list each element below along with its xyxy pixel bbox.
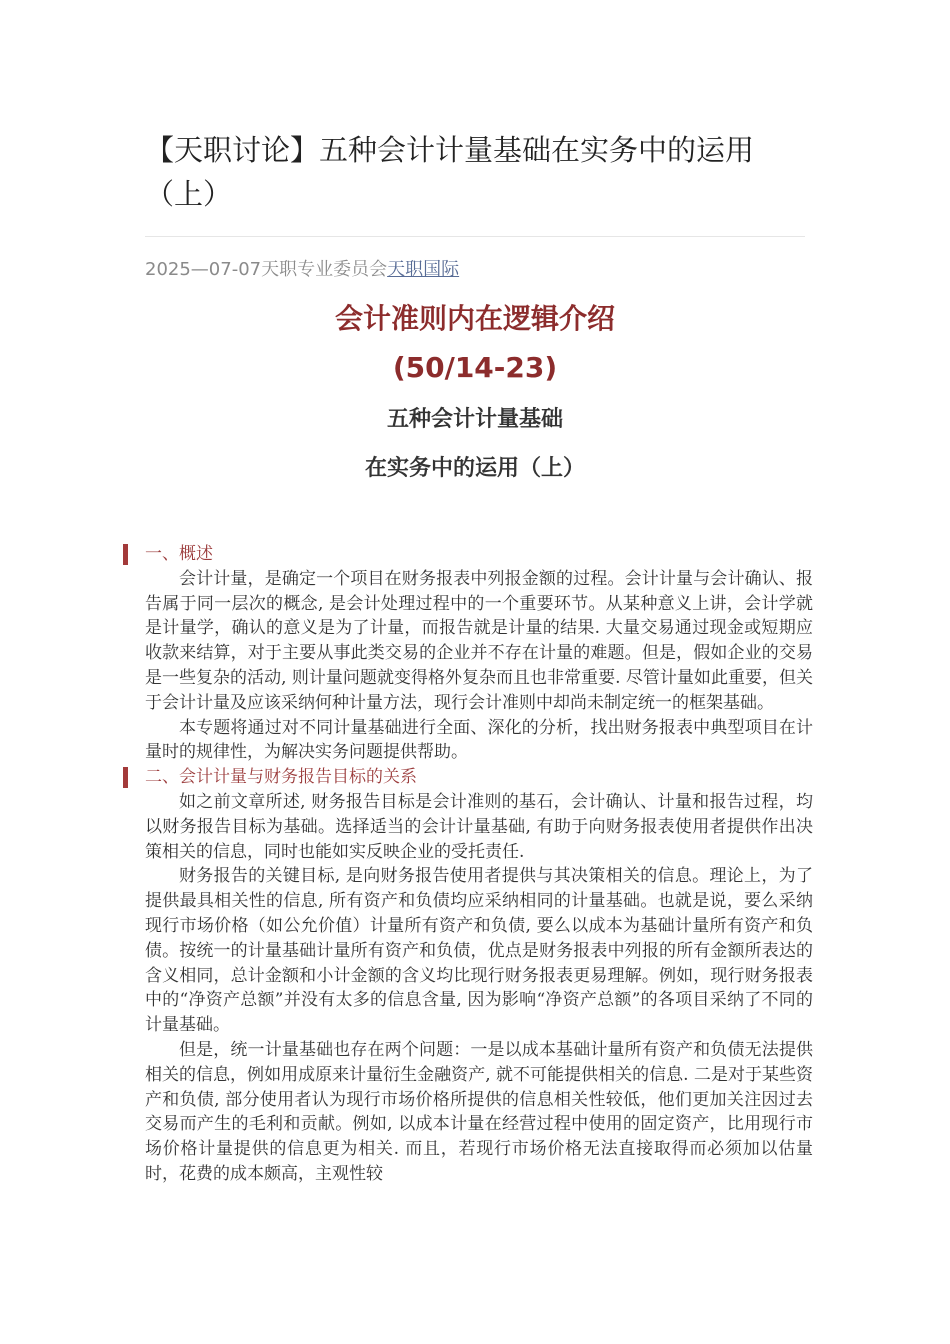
section-title: 二、会计计量与财务报告目标的关系 <box>145 767 417 788</box>
paragraph: 会计计量，是确定一个项目在财务报表中列报金额的过程。会计计量与会计确认、报告属于同一层次的概念, 是会计处理过程中的一个重要环节。从某种意义上讲，会计学就是计量学，确认的意义是为了计量，而报告就是计量的结果. 大量交易通过现金或短期应收款来结算，对于主要从事此类交易的企业并不存在计量的难题。但是，假如企业的交易是一些复杂的活动, 则计量问题就变得格外复杂而且也非常重要. 尽管计量如此重要，但关于会计计量及应该采纳何种计量方法，现行会计准则中却尚未制定统一的框架基础。 <box>145 568 813 713</box>
heading-number: (50/14-23) <box>392 351 558 384</box>
publish-info: 2025—07-07天职专业委员会 <box>145 259 388 280</box>
section-heading-objectives <box>145 765 813 790</box>
article-body <box>145 542 813 1187</box>
article-meta <box>145 256 459 284</box>
heading-sub-2: 在实务中的运用（上） <box>364 456 585 481</box>
paragraph: 财务报告的关键目标, 是向财务报告使用者提供与其决策相关的信息。理论上，为了提供最具相关性的信息, 所有资产和负债均应采纳相同的计量基础。也就是说，要么采纳现行市场价格（如公允价值）计量所有资产和负债, 要么以成本为基础计量所有资产和负债。按统一的计量基础计量所有资产和负债，优点是财务报表中列报的所有金额所表达的含义相同，总计金额和小计金额的含义均比现行财务报表更易理解。例如，现行财务报表中的“净资产总额”并没有太多的信息含量, 因为影响“净资产总额”的各项目采纳了不同的计量基础。 <box>145 866 813 1036</box>
title-divider <box>145 236 805 237</box>
section-heading-overview <box>145 542 813 567</box>
paragraph: 但是，统一计量基础也存在两个问题：一是以成本基础计量所有资产和负债无法提供相关的信息，例如用成原来计量衍生金融资产, 就不可能提供相关的信息. 二是对于某些资产和负债, 部分使用者认为现行市场价格所提供的信息相关性较低，他们更加关注因过去交易而产生的毛利和贡献。例如, 以成本计量在经营过程中使用的固定资产，比用现行市场价格计量提供的信息更为相关. 而且，若现行市场价格无法直接取得而必须加以估量时，花费的成本颇高，主观性较 <box>145 1039 813 1184</box>
section-title: 一、概述 <box>145 544 213 564</box>
article-title: 【天职讨论】五种会计计量基础在实务中的运用（上） <box>145 133 755 211</box>
section-marker <box>123 544 128 565</box>
account-link[interactable]: 天职国际 <box>387 259 460 280</box>
heading-main: 会计准则内在逻辑介绍 <box>334 302 615 335</box>
paragraph: 如之前文章所述, 财务报告目标是会计准则的基石，会计确认、计量和报告过程，均以财务报告目标为基础。选择适当的会计计量基础, 有助于向财务报表使用者提供作出决策相关的信息，同时也能如实反映企业的受托责任. <box>145 791 813 862</box>
section-marker <box>123 767 128 788</box>
paragraph: 本专题将通过对不同计量基础进行全面、深化的分析，找出财务报表中典型项目在计量时的规律性，为解决实务问题提供帮助。 <box>145 717 813 763</box>
heading-sub-1: 五种会计计量基础 <box>386 407 563 432</box>
